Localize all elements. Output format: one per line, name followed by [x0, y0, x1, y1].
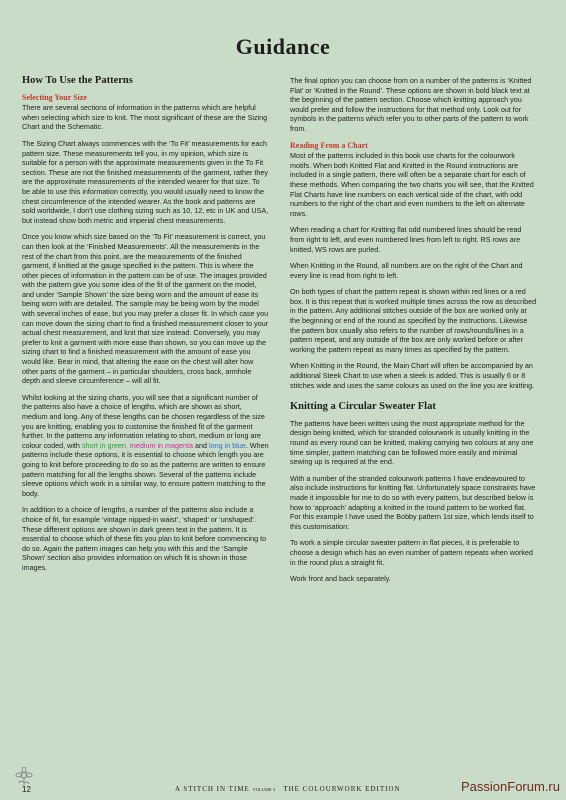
paragraph: Work front and back separately. [290, 574, 391, 584]
left-column [22, 76, 269, 580]
page-number: 12 [22, 785, 31, 794]
paragraph: When Knitting in the Round, all numbers are on the right of the Chart and every line is read from right to left. [290, 261, 523, 280]
subheading-selecting-size: Selecting Your Size [22, 92, 87, 102]
paragraph: Most of the patterns included in this book use charts for the colourwork motifs. When both Knitted Flat and Knitted in the Round instructions are included in a single pattern, there will often be a separate chart for each of these methods. When comparing the two charts you will see, that the Knitted Flat Charts have line numbers on each vertical side of the chart, with odd numbers to the right of the chart and even numbers to the left on alternate rows. [290, 151, 534, 218]
long-length-label: long in blue [209, 440, 246, 450]
paragraph: On both types of chart the pattern repeat is shown within red lines or a red box. It is this repeat that is worked multiple times across the row as described in the pattern. Any additional stitches outside of the box are worked only at the beginning or end of the round as specified by the instructions. Likewise the pattern box usually also refers to the number of rows/rounds/lines in a pattern repeat, and any outside of the box are only worked before or after working the pattern repeat as many times as specified by the pattern. [290, 287, 537, 354]
paragraph: When reading a chart for Knitting flat odd numbered lines should be read from right to left, and even numbered lines from left to right. RS rows are knitted, WS rows are purled. [290, 225, 522, 254]
paragraph: The final option you can choose from on a number of the patterns is ‘Knitted Flat’ or ‘Knitted in the Round’. These options are shown in bold black text at the beginning of the pattern section. Choose which knitting approach you would prefer and follow the instructions for that method only. Look out for symbols in the patterns which refer you to other parts of the pattern to work from. [290, 76, 532, 133]
short-length-label: short in green, [81, 440, 128, 450]
section-heading-patterns: How To Use the Patterns [22, 75, 133, 86]
paragraph-lengths [22, 393, 269, 499]
site-watermark: PassionForum.ru [461, 779, 560, 794]
paragraph: To work a simple circular sweater pattern in flat pieces, it is preferable to choose a design which has an even number of pattern repeats when worked in the round plus a straight fit. [290, 538, 533, 567]
paragraph-text: Whilst looking at the sizing charts, you will see that a significant number of the patterns also have a choice of lengths, which are shown as short, medium and long. Any of these lengths can be chosen regardless of the size you are knitting, enabling you to customise the finished fit of the garment further. In the patterns any information relating to short, medium or long are colour coded, with [22, 392, 265, 450]
paragraph: Once you know which size based on the ‘To Fit’ measurement is correct, you can then look at the ‘Finished Measurements’. All the measurements in the rest of the chart from this point, are the measurements of the finished garment, if knitted at the gauge specified in the pattern. This is where the other pieces of information in the pattern can be of use. The images provided with the pattern give you some idea of the fit of the garment on the model, and under ‘Sample Shown’ the size being worn and the amount of ease its being worn with are detailed. The sample may be being worn by the model with several inches of ease, but you may prefer a closer fit. In which case you can move down the sizing chart to find a finished measurement closer to your actual chest measurement, and knit that size instead. Conversely, you may prefer to knit a garment with more ease than shown, so you can move up the sizing chart to find a finished measurement with the amount of ease you would like. Bear in mind, that altering the ease on the chest will alter how other parts of the garment – in particular shoulders, cross back, armhole depth and sleeve circumference – will all fit. [22, 232, 269, 386]
paragraph-text: and [193, 440, 210, 450]
paragraph: There are several sections of information in the patterns which are helpful when selecting which size to knit. The most significant of these are the Sizing Chart and the Schematic. [22, 103, 268, 132]
paragraph: The patterns have been written using the most appropriate method for the design being knitted, which for stranded colourwork is usually knitting in the round as every round can be knitted, making carrying two colours at any one time simpler, pattern matching can be followed more easily and minimal sewing up is required at the end. [290, 418, 534, 467]
page-footer [0, 767, 566, 800]
paragraph: With a number of the stranded colourwork patterns I have endeavoured to also include instructions for knitting flat. Unfortunately space constraints have made it impossible for me to do so with every pattern, but described below is how to ‘approach’ adapting a knitted in the round pattern to be worked flat. For this example I have used the Bobby pattern 1st size, which lends itself to this customisation: [290, 473, 536, 531]
right-column [290, 76, 537, 591]
paragraph: The Sizing Chart always commences with the ‘To Fit’ measurements for each pattern size. These measurements tell you, in my opinion, which size is suitable for a person with the approximate measurements given in the To Fit section. These are not the finished measurements of the garment, rather they are the approximate measurements of the intended wearer for that size. To be able to use this information correctly, you would usually need to know the chest circumference of the intended wearer. As the book and patterns are sold worldwide, I don’t use clothing sizing such as 10, 12, etc in UK and USA, but instead show both metric and imperial chest measurements. [22, 138, 269, 225]
medium-length-label: medium in magenta [129, 440, 194, 450]
magazine-name: A STITCH IN TIME [175, 785, 250, 793]
paragraph: When Knitting in the Round, the Main Chart will often be accompanied by an additional Steek Chart to use when a steek is added. This is usually 6 or 8 stitches wide and uses the same colours as used on the line you are knitting. [290, 361, 535, 390]
edition-name: THE COLOURWORK EDITION [283, 785, 401, 793]
paragraph: In addition to a choice of lengths, a number of the patterns also include a choice of fit, for example ‘vintage nipped-in waist’, ‘shaped’ or ‘unshaped’. These different options are shown in dark green text in the pattern. It is essential to choose which of these fits you plan to knit before commencing to do so. Again the pattern images can help you with this and the ‘Sample Shown’ section also provides information on which fit is shown in those images. [22, 505, 267, 572]
volume-label: VOLUME 3 [252, 787, 276, 792]
page-title: Guidance [235, 34, 331, 59]
magazine-title [175, 785, 401, 793]
paragraph-text: . When patterns include these options, it is essential to choose which length you are going to knit before proceeding to do so as the patterns are written to ensure pattern matching for all the lengths shown. Several of the patterns include sleeve options which work in a similar way, to ensure pattern matching to the body. [22, 440, 269, 498]
section-heading-circular-flat: Knitting a Circular Sweater Flat [290, 401, 436, 413]
subheading-reading-chart: Reading From a Chart [290, 140, 368, 150]
